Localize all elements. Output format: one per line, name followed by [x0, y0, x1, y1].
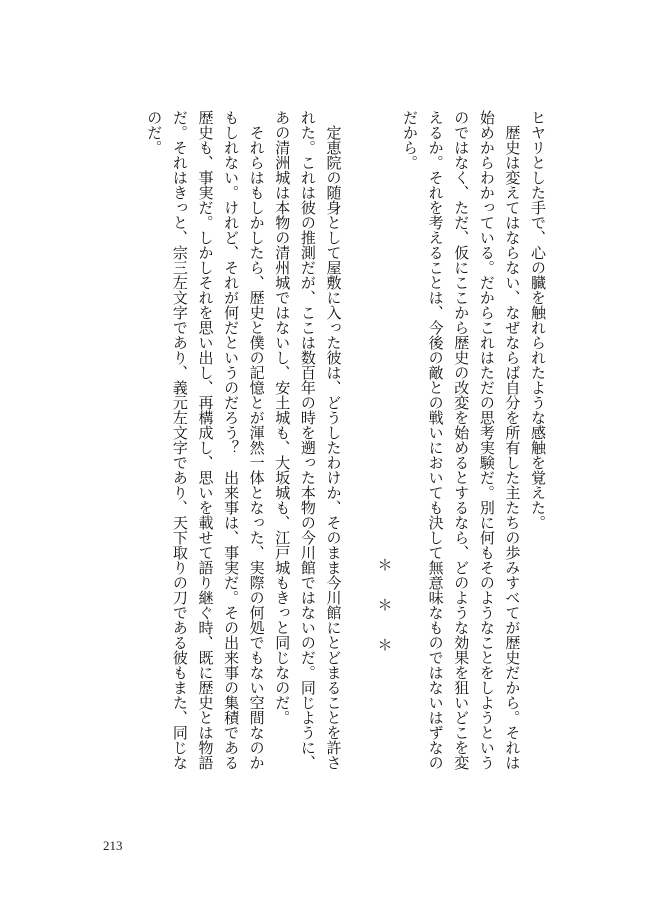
text-line: えるか。それを考えることは、今後の敵との戦いにおいても決して無意味なものではないはずなの	[426, 110, 445, 770]
text-line: 定恵院の随身として屋敷に入った彼は、どうしたわけか、そのまま今川館にとどまることを許さ	[324, 110, 343, 770]
text-line: のだ。	[145, 110, 164, 155]
text-line: 歴史は変えてはならない、なぜならば自分を所有した主たちの歩みすべてが歴史だから。それは	[503, 110, 522, 770]
text-line: あの清洲城は本物の清州城ではないし、安土城も、大坂城も、江戸城もきっと同じなのだ。	[273, 110, 292, 725]
text-line: 歴史も、事実だ。しかしそれを思い出し、再構成し、思いを載せて語り継ぐ時、既に歴史とは物語	[196, 110, 215, 770]
text-line: のではなく、ただ、仮にここから歴史の改変を始めるとするなら、どのような効果を狙いどこを変	[452, 110, 471, 770]
text-line: れた。これは彼の推測だが、ここは数百年の時を遡った本物の今川館ではないのだ。同じように、	[298, 110, 317, 770]
text-line: だ。それはきっと、宗三左文字であり、義元左文字であり、天下取りの刀である彼もまた、同じな	[170, 110, 189, 770]
vertical-text-body	[80, 110, 550, 816]
section-break: ＊＊＊	[375, 557, 394, 677]
text-line: ヒヤリとした手で、心の臓を触れられたような感触を覚えた。	[529, 110, 547, 530]
text-line: だから。	[401, 110, 420, 170]
text-line: もしれない。けれど、それが何だというのだろう？ 出来事は、事実だ。その出来事の集積である	[222, 110, 241, 770]
text-line: 始めからわかっている。だからこれはただの思考実験だ。別に何もそのようなことをしようという	[477, 110, 496, 770]
page-number: 213	[103, 838, 123, 853]
text-line: それらはもしかしたら、歴史と僕の記憶とが渾然一体となった、実際の何処でもない空間なのか	[247, 110, 266, 770]
